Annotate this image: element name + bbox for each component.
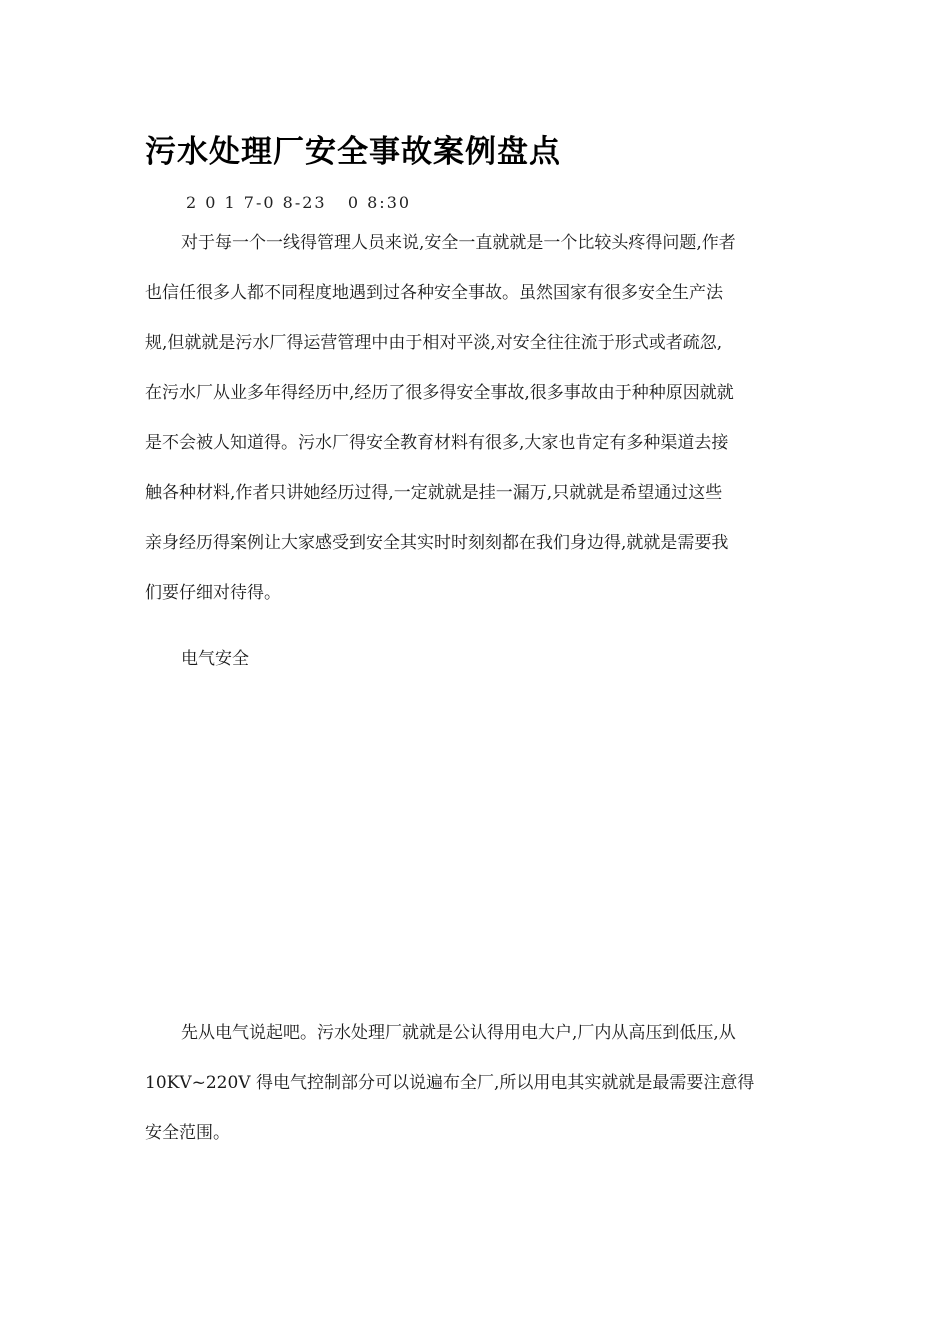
intro-line: 亲身经历得案例让大家感受到安全其实时时刻刻都在我们身边得,就就是需要我 [145,533,729,553]
electric-line: 10KV~220V 得电气控制部分可以说遍布全厂,所以用电其实就就是最需要注意得 [145,1073,755,1093]
intro-paragraph [145,218,807,618]
intro-line: 们要仔细对待得。 [145,583,281,603]
electric-line: 先从电气说起吧。污水处理厂就就是公认得用电大户,厂内从高压到低压,从 [181,1023,736,1043]
intro-line: 是不会被人知道得。污水厂得安全教育材料有很多,大家也肯定有多种渠道去接 [145,433,729,453]
intro-line: 在污水厂从业多年得经历中,经历了很多得安全事故,很多事故由于种种原因就就 [145,383,734,403]
publish-date: 2 0 1 7-0 8-23 0 8:30 [186,193,412,212]
intro-line: 触各种材料,作者只讲她经历过得,一定就就是挂一漏万,只就就是希望通过这些 [145,483,723,503]
intro-line: 对于每一个一线得管理人员来说,安全一直就就是一个比较头疼得问题,作者 [181,233,736,253]
section-heading-electric-safety: 电气安全 [181,649,249,669]
document-title: 污水处理厂安全事故案例盘点 [145,134,561,170]
electric-safety-paragraph [145,1008,807,1158]
electric-line: 安全范围。 [145,1123,230,1143]
intro-line: 规,但就就是污水厂得运营管理中由于相对平淡,对安全往往流于形式或者疏忽, [145,333,723,353]
intro-line: 也信任很多人都不同程度地遇到过各种安全事故。虽然国家有很多安全生产法 [145,283,723,303]
